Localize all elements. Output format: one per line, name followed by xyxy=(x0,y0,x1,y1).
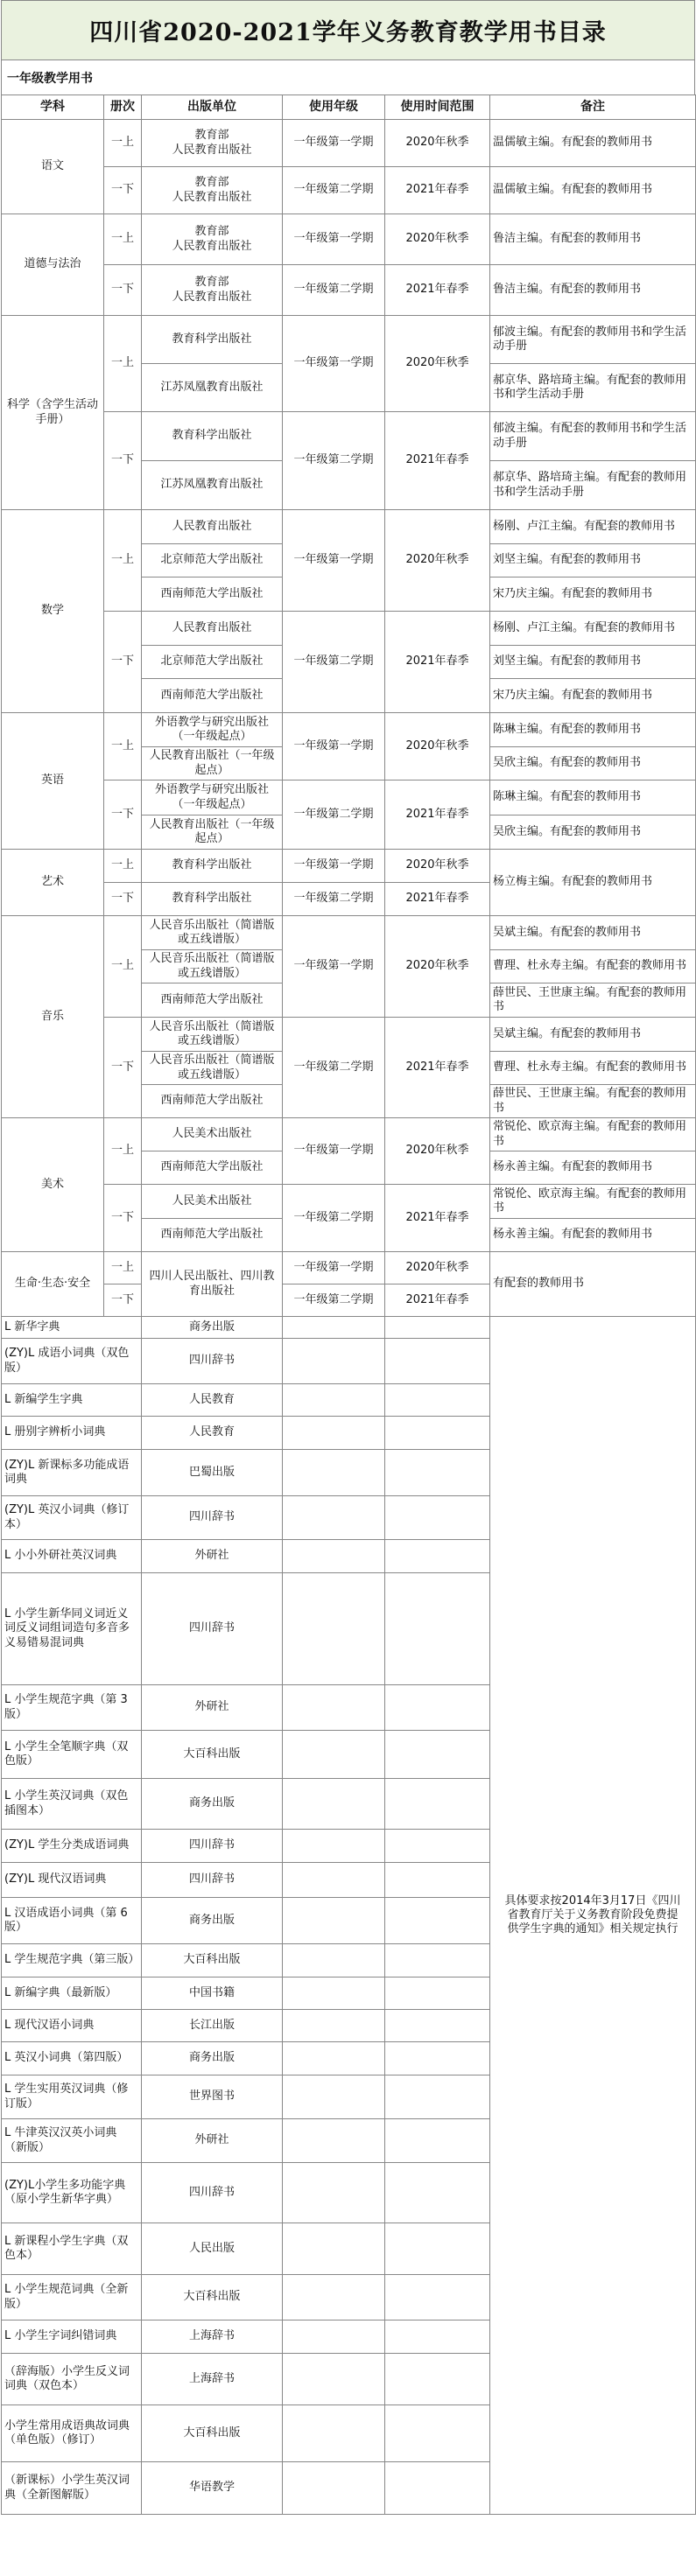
grade-cell: 一年级第二学期 xyxy=(283,780,385,850)
publisher-cell: 教育科学出版社 xyxy=(142,316,283,364)
empty-cell xyxy=(385,1573,490,1685)
time-cell: 2021年春季 xyxy=(385,780,490,850)
publisher-cell: 人民音乐出版社（简谱版或五线谱版） xyxy=(142,1052,283,1085)
volume-cell: 一下 xyxy=(104,780,142,850)
note-cell: 宋乃庆主编。有配套的教师用书 xyxy=(490,679,696,713)
empty-cell xyxy=(385,1830,490,1863)
dictionary-title: (ZY)L 新课标多功能成语词典 xyxy=(2,1450,142,1496)
dictionary-title: L 新课程小学生字典（双色本） xyxy=(2,2223,142,2275)
volume-cell: 一下 xyxy=(104,612,142,713)
publisher-cell: 人民美术出版社 xyxy=(142,1185,283,1219)
publisher-cell: 人民教育出版社 xyxy=(142,510,283,544)
dictionary-publisher: 商务出版 xyxy=(142,1898,283,1944)
publisher-cell: 西南师范大学出版社 xyxy=(142,1219,283,1252)
note-cell: 曹理、杜永寿主编。有配套的教师用书 xyxy=(490,1052,696,1085)
dictionary-publisher: 四川辞书 xyxy=(142,1339,283,1384)
note-cell: 杨永善主编。有配套的教师用书 xyxy=(490,1152,696,1185)
publisher-cell: 人民教育出版社（一年级起点） xyxy=(142,816,283,850)
empty-cell xyxy=(283,2042,385,2076)
publisher-cell: 北京师范大学出版社 xyxy=(142,544,283,578)
empty-cell xyxy=(283,2010,385,2042)
dictionary-title: L 学生实用英汉词典（修订版） xyxy=(2,2076,142,2119)
empty-cell xyxy=(283,1944,385,1978)
empty-cell xyxy=(385,1731,490,1779)
empty-cell xyxy=(283,1384,385,1417)
note-cell: 温儒敏主编。有配套的教师用书 xyxy=(490,120,696,167)
dictionary-title: L 英汉小词典（第四版） xyxy=(2,2042,142,2076)
empty-cell xyxy=(385,2163,490,2223)
grade-cell: 一年级第一学期 xyxy=(283,1252,385,1284)
dictionary-title: 小学生常用成语典故词典（单色版）（修订） xyxy=(2,2405,142,2462)
time-cell: 2021年春季 xyxy=(385,883,490,916)
time-cell: 2021年春季 xyxy=(385,1284,490,1317)
publisher-cell: 教育部 人民教育出版社 xyxy=(142,265,283,316)
page-title: 四川省2020-2021学年义务教育教学用书目录 xyxy=(1,0,695,60)
dictionary-title: L 牛津英汉汉英小词典（新版） xyxy=(2,2119,142,2163)
note-cell: 宋乃庆主编。有配套的教师用书 xyxy=(490,578,696,612)
empty-cell xyxy=(385,1496,490,1540)
note-cell: 薛世民、王世康主编。有配套的教师用书 xyxy=(490,1085,696,1118)
publisher-cell: 外语教学与研究出版社（一年级起点） xyxy=(142,713,283,747)
dictionary-title: (ZY)L小学生多功能字典（原小学生新华字典） xyxy=(2,2163,142,2223)
publisher-cell: 人民教育出版社 xyxy=(142,612,283,646)
dictionary-title: (ZY)L 学生分类成语词典 xyxy=(2,1830,142,1863)
volume-cell: 一下 xyxy=(104,412,142,510)
empty-cell xyxy=(385,1944,490,1978)
publisher-cell: 北京师范大学出版社 xyxy=(142,646,283,679)
time-cell: 2021年春季 xyxy=(385,265,490,316)
time-cell: 2020年秋季 xyxy=(385,120,490,167)
empty-cell xyxy=(385,2275,490,2320)
dictionary-publisher: 巴蜀出版 xyxy=(142,1450,283,1496)
empty-cell xyxy=(283,1417,385,1450)
dictionary-title: L 现代汉语小词典 xyxy=(2,2010,142,2042)
time-cell: 2021年春季 xyxy=(385,1185,490,1252)
empty-cell xyxy=(385,1384,490,1417)
publisher-cell: 教育科学出版社 xyxy=(142,412,283,461)
volume-cell: 一下 xyxy=(104,883,142,916)
dictionary-publisher: 四川辞书 xyxy=(142,1863,283,1898)
subject-science: 科学（含学生活动手册） xyxy=(2,316,104,510)
empty-cell xyxy=(385,1339,490,1384)
note-cell: 陈琳主编。有配套的教师用书 xyxy=(490,713,696,747)
dictionary-title: L 新编字典（最新版） xyxy=(2,1978,142,2010)
time-cell: 2021年春季 xyxy=(385,612,490,713)
header-grade: 使用年级 xyxy=(283,95,385,120)
grade-cell: 一年级第一学期 xyxy=(283,510,385,612)
empty-cell xyxy=(385,2119,490,2163)
dictionary-publisher: 四川辞书 xyxy=(142,1830,283,1863)
volume-cell: 一上 xyxy=(104,510,142,612)
note-cell: 杨永善主编。有配套的教师用书 xyxy=(490,1219,696,1252)
note-cell: 郝京华、路培琦主编。有配套的教师用书和学生活动手册 xyxy=(490,461,696,510)
header-volume: 册次 xyxy=(104,95,142,120)
publisher-cell: 教育部 人民教育出版社 xyxy=(142,214,283,265)
volume-cell: 一上 xyxy=(104,214,142,265)
dictionary-publisher: 商务出版 xyxy=(142,2042,283,2076)
note-cell: 郝京华、路培琦主编。有配套的教师用书和学生活动手册 xyxy=(490,364,696,412)
publisher-cell: 人民教育出版社（一年级起点） xyxy=(142,747,283,780)
grade-cell: 一年级第一学期 xyxy=(283,850,385,883)
empty-cell xyxy=(283,1830,385,1863)
dictionary-publisher: 四川辞书 xyxy=(142,1496,283,1540)
time-cell: 2020年秋季 xyxy=(385,1252,490,1284)
empty-cell xyxy=(283,2320,385,2354)
subject-art: 艺术 xyxy=(2,850,104,916)
volume-cell: 一下 xyxy=(104,1185,142,1252)
note-cell: 陈琳主编。有配套的教师用书 xyxy=(490,780,696,816)
dictionary-publisher: 外研社 xyxy=(142,2119,283,2163)
empty-cell xyxy=(283,1978,385,2010)
time-cell: 2020年秋季 xyxy=(385,850,490,883)
dictionary-publisher: 上海辞书 xyxy=(142,2354,283,2405)
note-cell: 常锐伦、欧京海主编。有配套的教师用书 xyxy=(490,1185,696,1219)
time-cell: 2021年春季 xyxy=(385,412,490,510)
grade-cell: 一年级第一学期 xyxy=(283,120,385,167)
publisher-cell: 西南师范大学出版社 xyxy=(142,679,283,713)
empty-cell xyxy=(385,2223,490,2275)
note-cell: 鲁洁主编。有配套的教师用书 xyxy=(490,265,696,316)
dictionary-title: L 小学生新华同义词近义词反义词组词造句多音多义易错易混词典 xyxy=(2,1573,142,1685)
dictionary-title: (ZY)L 现代汉语词典 xyxy=(2,1863,142,1898)
publisher-cell: 教育部 人民教育出版社 xyxy=(142,120,283,167)
publisher-cell: 人民音乐出版社（简谱版或五线谱版） xyxy=(142,1018,283,1052)
note-cell: 刘坚主编。有配套的教师用书 xyxy=(490,544,696,578)
empty-cell xyxy=(283,2462,385,2515)
dictionary-publisher: 人民出版 xyxy=(142,2223,283,2275)
note-cell: 吴欣主编。有配套的教师用书 xyxy=(490,816,696,850)
publisher-cell: 人民音乐出版社（简谱版或五线谱版） xyxy=(142,950,283,984)
note-cell: 曹理、杜永寿主编。有配套的教师用书 xyxy=(490,950,696,984)
dictionary-title: L 小学生全笔顺字典（双色版） xyxy=(2,1731,142,1779)
publisher-cell: 教育科学出版社 xyxy=(142,883,283,916)
empty-cell xyxy=(283,2223,385,2275)
dictionary-title: L 小学生规范字典（第 3 版） xyxy=(2,1685,142,1731)
volume-cell: 一下 xyxy=(104,1284,142,1317)
volume-cell: 一上 xyxy=(104,713,142,780)
publisher-cell: 江苏凤凰教育出版社 xyxy=(142,364,283,412)
publisher-cell: 人民音乐出版社（简谱版或五线谱版） xyxy=(142,916,283,950)
grade-cell: 一年级第二学期 xyxy=(283,167,385,214)
volume-cell: 一上 xyxy=(104,1118,142,1185)
dictionary-title: L 学生规范字典（第三版） xyxy=(2,1944,142,1978)
dictionary-publisher: 四川辞书 xyxy=(142,1573,283,1685)
empty-cell xyxy=(283,1779,385,1830)
publisher-cell: 西南师范大学出版社 xyxy=(142,1152,283,1185)
publisher-cell: 西南师范大学出版社 xyxy=(142,578,283,612)
empty-cell xyxy=(283,1540,385,1573)
empty-cell xyxy=(385,1540,490,1573)
dictionary-publisher: 上海辞书 xyxy=(142,2320,283,2354)
catalog-table xyxy=(1,94,696,2515)
grade-cell: 一年级第一学期 xyxy=(283,713,385,780)
note-cell: 鲁洁主编。有配套的教师用书 xyxy=(490,214,696,265)
subject-math: 数学 xyxy=(2,510,104,713)
empty-cell xyxy=(283,2076,385,2119)
grade-section-label: 一年级教学用书 xyxy=(1,60,695,94)
dictionary-publisher: 世界图书 xyxy=(142,2076,283,2119)
dictionary-title: （辞海版）小学生反义词词典（双色本） xyxy=(2,2354,142,2405)
dictionary-title: L 小学生规范词典（全新版） xyxy=(2,2275,142,2320)
dictionary-publisher: 长江出版 xyxy=(142,2010,283,2042)
volume-cell: 一下 xyxy=(104,167,142,214)
volume-cell: 一上 xyxy=(104,316,142,412)
time-cell: 2020年秋季 xyxy=(385,510,490,612)
empty-cell xyxy=(385,2354,490,2405)
dictionary-publisher: 大百科出版 xyxy=(142,2405,283,2462)
dictionary-title: L 汉语成语小词典（第 6 版） xyxy=(2,1898,142,1944)
note-cell: 有配套的教师用书 xyxy=(490,1252,696,1317)
dictionary-publisher: 华语教学 xyxy=(142,2462,283,2515)
dictionary-publisher: 人民教育 xyxy=(142,1384,283,1417)
empty-cell xyxy=(385,2076,490,2119)
time-cell: 2021年春季 xyxy=(385,1018,490,1118)
empty-cell xyxy=(385,1417,490,1450)
empty-cell xyxy=(385,1898,490,1944)
grade-cell: 一年级第二学期 xyxy=(283,1185,385,1252)
volume-cell: 一下 xyxy=(104,1018,142,1118)
empty-cell xyxy=(283,1317,385,1339)
dictionary-publisher: 大百科出版 xyxy=(142,2275,283,2320)
subject-music: 音乐 xyxy=(2,916,104,1118)
grade-cell: 一年级第二学期 xyxy=(283,612,385,713)
dictionary-publisher: 商务出版 xyxy=(142,1779,283,1830)
header-note: 备注 xyxy=(490,95,696,120)
grade-cell: 一年级第二学期 xyxy=(283,265,385,316)
time-cell: 2020年秋季 xyxy=(385,214,490,265)
note-cell: 吴斌主编。有配套的教师用书 xyxy=(490,916,696,950)
empty-cell xyxy=(385,1978,490,2010)
grade-cell: 一年级第一学期 xyxy=(283,214,385,265)
grade-cell: 一年级第二学期 xyxy=(283,1018,385,1118)
grade-cell: 一年级第一学期 xyxy=(283,316,385,412)
dictionary-publisher: 大百科出版 xyxy=(142,1731,283,1779)
empty-cell xyxy=(283,2119,385,2163)
empty-cell xyxy=(385,1317,490,1339)
dictionary-title: （新课标）小学生英汉词典（全新图解版） xyxy=(2,2462,142,2515)
empty-cell xyxy=(283,2354,385,2405)
note-cell: 郁波主编。有配套的教师用书和学生活动手册 xyxy=(490,316,696,364)
note-cell: 郁波主编。有配套的教师用书和学生活动手册 xyxy=(490,412,696,461)
header-time: 使用时间范围 xyxy=(385,95,490,120)
dictionary-publisher: 外研社 xyxy=(142,1685,283,1731)
dictionary-title: (ZY)L 成语小词典（双色版） xyxy=(2,1339,142,1384)
note-cell: 吴欣主编。有配套的教师用书 xyxy=(490,747,696,780)
note-cell: 常锐伦、欧京海主编。有配套的教师用书 xyxy=(490,1118,696,1152)
publisher-cell: 西南师范大学出版社 xyxy=(142,984,283,1018)
dictionary-publisher: 中国书籍 xyxy=(142,1978,283,2010)
empty-cell xyxy=(283,1863,385,1898)
empty-cell xyxy=(283,1339,385,1384)
note-cell: 杨刚、卢江主编。有配套的教师用书 xyxy=(490,510,696,544)
time-cell: 2020年秋季 xyxy=(385,316,490,412)
dictionary-policy-note: 具体要求按2014年3月17日《四川省教育厅关于义务教育阶段免费提供学生字典的通知》相关规定执行 xyxy=(490,1317,696,2515)
publisher-cell: 西南师范大学出版社 xyxy=(142,1085,283,1118)
subject-fine-art: 美术 xyxy=(2,1118,104,1252)
empty-cell xyxy=(283,1898,385,1944)
dictionary-title: L 新编学生字典 xyxy=(2,1384,142,1417)
grade-cell: 一年级第二学期 xyxy=(283,883,385,916)
note-cell: 薛世民、王世康主编。有配套的教师用书 xyxy=(490,984,696,1018)
empty-cell xyxy=(385,1685,490,1731)
note-cell: 杨立梅主编。有配套的教师用书 xyxy=(490,850,696,916)
empty-cell xyxy=(385,1450,490,1496)
publisher-cell: 江苏凤凰教育出版社 xyxy=(142,461,283,510)
dictionary-title: L 册别字辨析小词典 xyxy=(2,1417,142,1450)
volume-cell: 一下 xyxy=(104,265,142,316)
subject-chinese: 语文 xyxy=(2,120,104,214)
empty-cell xyxy=(385,2010,490,2042)
publisher-cell: 人民美术出版社 xyxy=(142,1118,283,1152)
dictionary-list xyxy=(2,1317,696,2515)
dictionary-title: L 小学生英汉词典（双色插图本） xyxy=(2,1779,142,1830)
empty-cell xyxy=(385,2042,490,2076)
subject-english: 英语 xyxy=(2,713,104,850)
grade-cell: 一年级第一学期 xyxy=(283,916,385,1018)
note-cell: 杨刚、卢江主编。有配套的教师用书 xyxy=(490,612,696,646)
publisher-cell: 外语教学与研究出版社（一年级起点） xyxy=(142,780,283,816)
dictionary-publisher: 外研社 xyxy=(142,1540,283,1573)
empty-cell xyxy=(283,1685,385,1731)
grade-cell: 一年级第二学期 xyxy=(283,412,385,510)
empty-cell xyxy=(385,1779,490,1830)
volume-cell: 一上 xyxy=(104,1252,142,1284)
dictionary-title: L 小学生字词纠错词典 xyxy=(2,2320,142,2354)
empty-cell xyxy=(385,2405,490,2462)
dictionary-title: L 新华字典 xyxy=(2,1317,142,1339)
empty-cell xyxy=(283,1496,385,1540)
empty-cell xyxy=(283,2405,385,2462)
volume-cell: 一上 xyxy=(104,120,142,167)
grade-cell: 一年级第一学期 xyxy=(283,1118,385,1185)
dictionary-row xyxy=(2,1317,696,1339)
publisher-cell: 教育部 人民教育出版社 xyxy=(142,167,283,214)
volume-cell: 一上 xyxy=(104,850,142,883)
empty-cell xyxy=(385,1863,490,1898)
grade-cell: 一年级第二学期 xyxy=(283,1284,385,1317)
subject-morality: 道德与法治 xyxy=(2,214,104,316)
note-cell: 刘坚主编。有配套的教师用书 xyxy=(490,646,696,679)
note-cell: 吴斌主编。有配套的教师用书 xyxy=(490,1018,696,1052)
publisher-cell: 教育科学出版社 xyxy=(142,850,283,883)
empty-cell xyxy=(385,2462,490,2515)
empty-cell xyxy=(283,1731,385,1779)
empty-cell xyxy=(283,1450,385,1496)
dictionary-title: (ZY)L 英汉小词典（修订本） xyxy=(2,1496,142,1540)
empty-cell xyxy=(385,2320,490,2354)
dictionary-publisher: 人民教育 xyxy=(142,1417,283,1450)
header-subject: 学科 xyxy=(2,95,104,120)
dictionary-title: L 小小外研社英汉词典 xyxy=(2,1540,142,1573)
catalog-sheet xyxy=(1,0,695,2515)
empty-cell xyxy=(283,1573,385,1685)
time-cell: 2020年秋季 xyxy=(385,1118,490,1185)
dictionary-publisher: 大百科出版 xyxy=(142,1944,283,1978)
subject-safety: 生命·生态·安全 xyxy=(2,1252,104,1317)
time-cell: 2021年春季 xyxy=(385,167,490,214)
time-cell: 2020年秋季 xyxy=(385,713,490,780)
dictionary-publisher: 四川辞书 xyxy=(142,2163,283,2223)
empty-cell xyxy=(283,2275,385,2320)
empty-cell xyxy=(283,2163,385,2223)
publisher-cell: 四川人民出版社、四川教育出版社 xyxy=(142,1252,283,1317)
note-cell: 温儒敏主编。有配套的教师用书 xyxy=(490,167,696,214)
header-publisher: 出版单位 xyxy=(142,95,283,120)
volume-cell: 一上 xyxy=(104,916,142,1018)
dictionary-publisher: 商务出版 xyxy=(142,1317,283,1339)
time-cell: 2020年秋季 xyxy=(385,916,490,1018)
